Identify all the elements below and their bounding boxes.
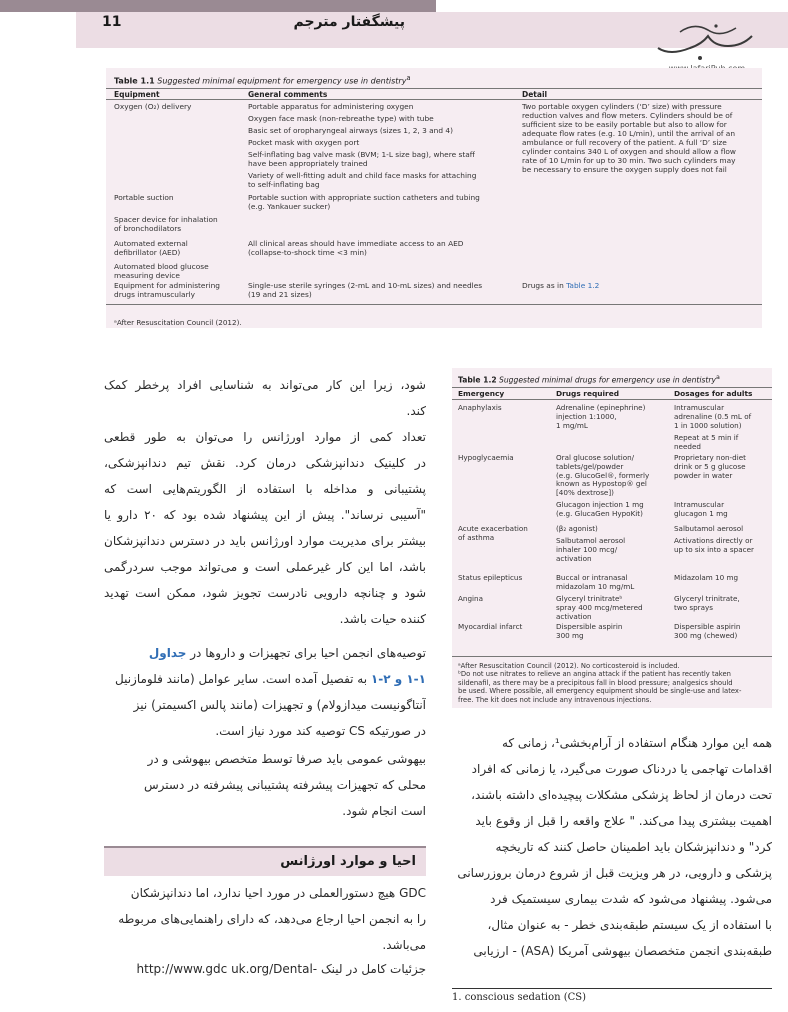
caption-footnote-mark: a <box>716 374 720 381</box>
header-top-bar <box>0 0 436 12</box>
table-cell-emergency: Anaphylaxis <box>458 403 502 412</box>
text-line: پشتیبانی و مداخله با استفاده از الگوریتم‌هایی است که <box>104 482 426 496</box>
table-reference-link[interactable]: ۱-۱ و ۲-۱ <box>370 672 426 686</box>
table-cell-dosage: Glyceryl trinitrate, <box>674 594 740 603</box>
column-header: Detail <box>522 90 548 99</box>
text-line: همه این موارد هنگام استفاده از آرام‌بخشی¹، زمانی که <box>501 736 772 750</box>
table-footnote-line: sildenafil, as there may be a precipitous fall in blood pressure; analgesics should <box>458 678 733 687</box>
section-title: احیا و موارد اورژانس <box>280 854 416 869</box>
table-footnote-line: free. The kit does not include any intravenous injections. <box>458 695 652 704</box>
column-header: Drugs required <box>556 389 619 398</box>
table-cell-dosage: Salbutamol aerosol <box>674 524 744 533</box>
table-bottom-rule <box>452 656 772 657</box>
table-cell-dosage: adrenaline (0.5 mL of <box>674 411 752 421</box>
table-cell-equipment: measuring device <box>114 271 180 280</box>
column-header: Emergency <box>458 389 505 398</box>
text-line: کند. <box>406 404 426 418</box>
table-cell-drugs: Buccal or intranasal <box>556 573 628 582</box>
table-cell-detail: adequate flow rates (e.g. 10 L/min), until the arrival of an <box>522 129 736 138</box>
table-cell-dosage: Proprietary non-diet <box>674 453 746 462</box>
table-cell-drugs: spray 400 mcg/metered <box>556 602 643 612</box>
text-line: پزشکی و دارویی، در هر ویزیت قبل از شروع درمان بروزرسانی <box>457 866 772 880</box>
text-line: بیشتر برای مدیریت موارد اورژانس باید در دسترس دندانپزشکان <box>104 534 426 548</box>
table-cell-dosage: powder in water <box>674 470 733 480</box>
table-cell-drugs: tablets/gel/powder <box>556 461 624 471</box>
table-cell-detail: be necessary to ensure the oxygen supply does not fail <box>522 165 727 174</box>
table-cell-dosage: needed <box>674 441 701 451</box>
table-1-2 <box>452 368 772 708</box>
table-reference-link[interactable]: جداول <box>148 646 187 660</box>
table-cell-equipment: defibrillator (AED) <box>114 248 181 257</box>
table-cell-drugs: injection 1:1000, <box>556 411 617 421</box>
text-line <box>104 640 426 666</box>
text-line: در صورتیکه CS توصیه کند مورد نیاز است. <box>215 724 426 738</box>
table-cell-equipment: Automated external <box>114 239 188 248</box>
table-cell-drugs: Oral glucose solution/ <box>556 453 635 462</box>
table-cell-drugs: [40% dextrose]) <box>556 488 614 498</box>
text-line: کننده حیات باشد. <box>339 612 426 626</box>
table-cell-detail: rate of 10 L/min for up to 30 min. Two such cylinders may <box>522 156 736 165</box>
text-line: کرد" و دندانپزشکان باید اطمینان حاصل کنند که تاریخچه <box>495 840 772 854</box>
text-line: آنتاگونیست میدازولام) و تجهیزات (مانند پالس اکسیمتر) نیز <box>133 698 426 712</box>
table-caption: Suggested minimal drugs for emergency use in dentistry <box>499 375 717 385</box>
table-footnote-line: ᵇDo not use nitrates to relieve an angina attack if the patient has recently taken <box>458 670 731 679</box>
text-line: باشد، اما این کار غیرعملی است و می‌تواند موجب سردرگمی <box>104 560 426 574</box>
table-bottom-rule <box>106 304 762 305</box>
table-cell-detail: cylinder contains 340 L of oxygen and should allow a flow <box>522 147 736 156</box>
table-cell-dosage: Midazolam 10 mg <box>674 573 739 582</box>
table-cell-comment: Portable apparatus for administering oxygen <box>248 102 414 111</box>
table-footnote-line: be used. Where possible, all emergency equipment should be single-use and latex- <box>458 687 742 696</box>
table-cell-drugs: known as Hypostop® gel <box>556 479 647 489</box>
table-cell-comment: Self-inflating bag valve mask (BVM; 1-L size bag), where staff <box>248 150 475 159</box>
text-run: Drugs as in <box>522 281 567 290</box>
table-cell-drugs: Glyceryl trinitrateᵇ <box>556 594 623 603</box>
table-cell-dosage: up to six into a spacer <box>674 544 754 554</box>
body-paragraph <box>104 372 426 424</box>
table-cell-dosage: Intramuscular <box>674 403 725 412</box>
table-reference-link[interactable]: Table 1.2 <box>566 281 600 290</box>
table-cell-dosage: Dispersible aspirin <box>674 622 741 631</box>
table-cell-drugs: 1 mg/mL <box>556 420 588 430</box>
table-cell-dosage: glucagon 1 mg <box>674 508 728 518</box>
body-paragraph <box>104 640 426 744</box>
page-header-title: پیشگفتار مترجم <box>293 14 405 30</box>
table-1-2-title <box>458 374 720 385</box>
text-line: شود، زیرا این کار می‌تواند به شناسایی افراد پرخطر کمک <box>104 378 426 392</box>
text-line: تعداد کمی از موارد اورژانس را می‌توان به طور قطعی <box>104 430 426 444</box>
body-paragraph <box>104 956 426 982</box>
table-cell-drugs: inhaler 100 mcg/ <box>556 544 618 554</box>
table-cell-comment: to self-inflating bag <box>248 180 320 189</box>
table-caption: Suggested minimal equipment for emergency use in dentistry <box>157 76 407 86</box>
table-cell-drugs: Dispersible aspirin <box>556 622 623 631</box>
body-paragraph <box>104 424 426 632</box>
text-line: اهمیت بیشتری پیدا می‌کند. " علاج واقعه را قبل از وقوع باید <box>475 814 772 828</box>
text-run: توصیه‌های انجمن احیا برای تجهیزات و داروها در <box>186 646 426 660</box>
text-line: GDC هیچ دستورالعملی در مورد احیا ندارد، اما دندانپزشکان <box>130 886 426 900</box>
table-cell-comment: Single-use sterile syringes (2-mL and 10-mL sizes) and needles <box>248 281 483 290</box>
footnote-rule <box>452 988 772 989</box>
table-cell-drugs: midazolam 10 mg/mL <box>556 581 635 591</box>
table-cell-drugs: Salbutamol aerosol <box>556 536 626 545</box>
section-heading-band <box>104 846 426 876</box>
text-line: طبقه‌بندی انجمن متخصصان بیهوشی آمریکا (ASA) - ارزیابی <box>473 944 772 958</box>
table-header-row <box>106 88 762 100</box>
table-cell-drugs: (e.g. GlucoGel®, formerly <box>556 470 650 480</box>
table-cell-comment: Oxygen face mask (non-rebreathe type) with tube <box>248 114 434 123</box>
table-cell-comment: Portable suction with appropriate suction catheters and tubing <box>248 193 480 202</box>
table-footnote: ᵃAfter Resuscitation Council (2012). <box>114 318 242 327</box>
table-cell-equipment: Oxygen (O₂) delivery <box>114 102 192 111</box>
table-footnote-line: ᵃAfter Resuscitation Council (2012). No corticosteroid is included. <box>458 662 680 670</box>
table-cell-drugs: (e.g. GlucaGen HypoKit) <box>556 508 643 518</box>
text-line: بیهوشی عمومی باید صرفا توسط متخصص بیهوشی و در <box>147 752 426 766</box>
table-cell-equipment: Portable suction <box>114 193 174 202</box>
table-cell-dosage: 1 in 1000 solution) <box>674 420 742 430</box>
table-cell-equipment: Automated blood glucose <box>114 262 209 271</box>
page-footnote: 1. conscious sedation (CS) <box>452 992 587 1003</box>
text-line: می‌شود. پیشنهاد می‌شود که شدت بیماری سیستمیک فرد <box>490 892 772 906</box>
caption-footnote-mark: a <box>406 74 411 82</box>
text-line: با استفاده از یک سیستم طبقه‌بندی خطر - به عنوان مثال، <box>487 918 772 932</box>
table-header-row <box>452 387 772 400</box>
body-paragraph <box>452 730 772 964</box>
table-cell-dosage: 300 mg (chewed) <box>674 630 738 640</box>
body-paragraph <box>104 880 426 958</box>
table-label: Table 1.2 <box>458 375 497 385</box>
table-cell-drugs: Adrenaline (epinephrine) <box>556 403 646 412</box>
table-cell-detail <box>522 281 599 290</box>
table-1-1-title <box>114 74 411 86</box>
column-header: General comments <box>248 90 328 99</box>
table-cell-dosage: Activations directly or <box>674 536 753 545</box>
table-cell-comment: have been appropriately trained <box>248 159 368 168</box>
text-line: اقدامات تهاجمی یا دردناک صورت می‌گیرد، یا زمانی که افراد <box>471 762 772 776</box>
table-cell-detail: reduction valves and flow meters. Cylinders should be of <box>522 111 733 120</box>
table-cell-equipment: Spacer device for inhalation <box>114 215 218 224</box>
table-cell-dosage: drink or 5 g glucose <box>674 461 746 471</box>
text-line: جزئیات کامل در لینک -http://www.gdc uk.org/Dental <box>136 962 426 976</box>
table-cell-equipment: Equipment for administering <box>114 281 220 290</box>
table-cell-dosage: Intramuscular <box>674 500 725 509</box>
text-line: می‌باشد. <box>382 938 426 952</box>
table-cell-emergency: Status epilepticus <box>458 573 523 582</box>
table-cell-comment: (collapse-to-shock time <3 min) <box>248 248 367 257</box>
page-number: 11 <box>102 14 122 30</box>
table-cell-dosage: two sprays <box>674 602 714 612</box>
table-cell-emergency: of asthma <box>458 532 495 542</box>
text-run: به تفصیل آمده است. سایر عوامل (مانند فلومازنیل <box>115 672 371 686</box>
table-cell-emergency: Acute exacerbation <box>458 524 528 533</box>
table-cell-drugs: (β₂ agonist) <box>556 524 598 533</box>
table-cell-detail: sufficient size to be easily portable but also to allow for <box>522 120 727 129</box>
table-cell-comment: (19 and 21 sizes) <box>248 290 312 299</box>
text-line: شود و چنانچه دارویی نادرست تجویز شود، ممکن است تهدید <box>104 586 426 600</box>
table-cell-equipment: drugs intramuscularly <box>114 290 196 299</box>
table-label: Table 1.1 <box>114 76 155 86</box>
table-cell-detail: Two portable oxygen cylinders (‘D’ size) with pressure <box>522 102 722 111</box>
table-1-1 <box>106 68 762 328</box>
text-line: "آسیبی نرساند". پیش از این پیشنهاد شده بود که ۲۰ دارو یا <box>104 508 426 522</box>
table-cell-comment: All clinical areas should have immediate access to an AED <box>248 239 464 248</box>
body-paragraph <box>104 746 426 824</box>
table-cell-drugs: 300 mg <box>556 630 584 640</box>
table-cell-drugs: activation <box>556 553 592 563</box>
text-line: محلی که تجهیزات پیشرفته پشتیبانی پیشرفته در دسترس <box>144 778 426 792</box>
table-cell-drugs: activation <box>556 611 592 621</box>
table-cell-emergency: Myocardial infarct <box>458 622 523 631</box>
table-cell-emergency: Angina <box>458 594 483 603</box>
table-cell-comment: Pocket mask with oxygen port <box>248 138 360 147</box>
table-cell-emergency: Hypoglycaemia <box>458 453 514 462</box>
table-cell-detail: ambulance or full recovery of the patient. A full ‘D’ size <box>522 138 727 147</box>
column-header: Equipment <box>114 90 160 99</box>
table-cell-equipment: of bronchodilators <box>114 224 182 233</box>
text-line: است انجام شود. <box>342 804 426 818</box>
table-cell-comment: (e.g. Yankauer sucker) <box>248 202 331 211</box>
text-line: را به انجمن احیا ارجاع می‌دهد، که دارای راهنمایی‌های مربوطه <box>118 912 426 926</box>
text-line: تحت درمان از لحاظ پزشکی مشکلات پیچیده‌ای داشته باشند، <box>471 788 772 802</box>
table-cell-comment: Variety of well-fitting adult and child face masks for attaching <box>248 171 477 180</box>
table-cell-dosage: Repeat at 5 min if <box>674 433 739 442</box>
publisher-logo <box>650 18 760 66</box>
column-header: Dosages for adults <box>674 389 753 398</box>
text-line <box>104 666 426 692</box>
table-cell-comment: Basic set of oropharyngeal airways (sizes 1, 2, 3 and 4) <box>248 126 453 135</box>
text-line: در کلینیک دندانپزشکی درمان کرد. نقش تیم دندانپزشکی، <box>104 456 426 470</box>
table-cell-drugs: Glucagon injection 1 mg <box>556 500 644 509</box>
